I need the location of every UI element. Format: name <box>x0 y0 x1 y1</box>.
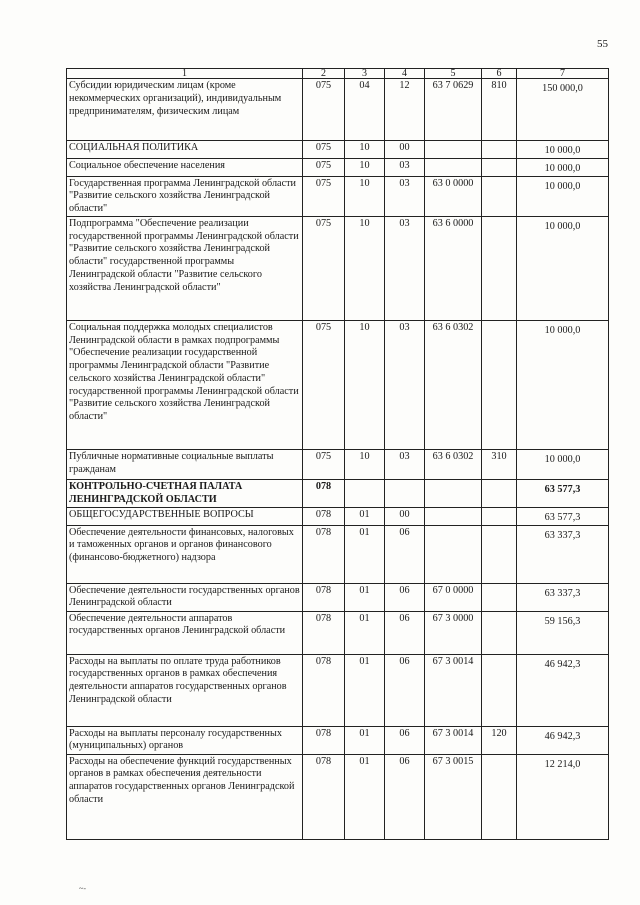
row-amount: 10 000,0 <box>517 176 609 216</box>
row-code-subsection: 00 <box>385 507 425 525</box>
margin-mark: ~- <box>79 884 86 893</box>
table-row <box>67 176 609 216</box>
table-row <box>67 449 609 479</box>
row-name: Субсидии юридическим лицам (кроме некоммерческих организаций), индивидуальным предпринимателям, физическим лицам <box>67 79 303 141</box>
row-code-expense-type <box>482 320 517 449</box>
table-row <box>67 141 609 159</box>
row-code-ministry: 078 <box>303 611 345 654</box>
row-code-section <box>345 479 385 507</box>
column-header: 2 <box>303 69 345 79</box>
row-code-section: 01 <box>345 507 385 525</box>
row-code-ministry: 078 <box>303 726 345 754</box>
row-code-section: 01 <box>345 654 385 726</box>
row-code-ministry: 078 <box>303 479 345 507</box>
row-code-subsection: 06 <box>385 726 425 754</box>
row-code-subsection: 12 <box>385 79 425 141</box>
row-code-expense-type <box>482 479 517 507</box>
row-code-section: 01 <box>345 726 385 754</box>
row-code-subsection: 03 <box>385 176 425 216</box>
table-row <box>67 320 609 449</box>
row-name: Расходы на выплаты персоналу государственных (муниципальных) органов <box>67 726 303 754</box>
row-code-section: 01 <box>345 611 385 654</box>
row-code-subsection: 03 <box>385 158 425 176</box>
row-name: Социальное обеспечение населения <box>67 158 303 176</box>
row-code-target <box>425 507 482 525</box>
row-code-subsection: 06 <box>385 654 425 726</box>
row-code-section: 10 <box>345 320 385 449</box>
row-amount: 63 577,3 <box>517 479 609 507</box>
row-code-target <box>425 141 482 159</box>
row-code-ministry: 075 <box>303 158 345 176</box>
row-name: Обеспечение деятельности аппаратов государственных органов Ленинградской области <box>67 611 303 654</box>
table-row <box>67 79 609 141</box>
row-amount: 63 337,3 <box>517 583 609 611</box>
row-amount: 46 942,3 <box>517 654 609 726</box>
row-code-expense-type: 310 <box>482 449 517 479</box>
row-code-ministry: 078 <box>303 507 345 525</box>
row-amount: 59 156,3 <box>517 611 609 654</box>
budget-table <box>66 68 609 840</box>
row-code-section: 10 <box>345 176 385 216</box>
row-code-subsection: 06 <box>385 754 425 839</box>
row-code-section: 04 <box>345 79 385 141</box>
row-code-ministry: 075 <box>303 449 345 479</box>
row-code-ministry: 075 <box>303 320 345 449</box>
row-code-section: 10 <box>345 141 385 159</box>
row-name: Расходы на выплаты по оплате труда работников государственных органов в рамках обеспечения деятельности аппаратов государственных органов Ленинградской области <box>67 654 303 726</box>
row-code-subsection: 03 <box>385 216 425 320</box>
row-code-subsection <box>385 479 425 507</box>
row-code-section: 10 <box>345 216 385 320</box>
row-code-expense-type: 810 <box>482 79 517 141</box>
row-amount: 12 214,0 <box>517 754 609 839</box>
row-code-expense-type <box>482 654 517 726</box>
row-name: Государственная программа Ленинградской области "Развитие сельского хозяйства Ленинградской области" <box>67 176 303 216</box>
table-row <box>67 583 609 611</box>
row-code-subsection: 00 <box>385 141 425 159</box>
table-header-row <box>67 69 609 79</box>
row-code-ministry: 078 <box>303 525 345 583</box>
row-name: Обеспечение деятельности финансовых, налоговых и таможенных органов и органов финансового (финансово-бюджетного) надзора <box>67 525 303 583</box>
row-code-target: 67 3 0015 <box>425 754 482 839</box>
row-code-target: 67 3 0000 <box>425 611 482 654</box>
row-code-section: 01 <box>345 754 385 839</box>
row-name: Социальная поддержка молодых специалистов Ленинградской области в рамках подпрограммы "Обеспечение реализации государственной программы Ленинградской области "Развитие сельского хозяйства Ленинградской области" государственной программы Ленинградской области "Развитие сельского хозяйства Ленинградской области" <box>67 320 303 449</box>
row-code-section: 01 <box>345 583 385 611</box>
row-code-subsection: 03 <box>385 320 425 449</box>
row-amount: 63 577,3 <box>517 507 609 525</box>
table-row <box>67 479 609 507</box>
row-code-ministry: 078 <box>303 583 345 611</box>
row-code-ministry: 078 <box>303 754 345 839</box>
row-code-ministry: 078 <box>303 654 345 726</box>
row-code-target: 67 3 0014 <box>425 726 482 754</box>
row-code-section: 01 <box>345 525 385 583</box>
row-code-subsection: 06 <box>385 525 425 583</box>
row-code-expense-type <box>482 216 517 320</box>
row-amount: 10 000,0 <box>517 320 609 449</box>
row-amount: 10 000,0 <box>517 158 609 176</box>
row-name: Обеспечение деятельности государственных органов Ленинградской области <box>67 583 303 611</box>
row-name: Расходы на обеспечение функций государственных органов в рамках обеспечения деятельности аппаратов государственных органов Ленинградской области <box>67 754 303 839</box>
row-amount: 10 000,0 <box>517 216 609 320</box>
row-code-target <box>425 479 482 507</box>
row-amount: 150 000,0 <box>517 79 609 141</box>
row-amount: 46 942,3 <box>517 726 609 754</box>
row-name: КОНТРОЛЬНО-СЧЕТНАЯ ПАЛАТА ЛЕНИНГРАДСКОЙ ОБЛАСТИ <box>67 479 303 507</box>
row-code-target: 63 7 0629 <box>425 79 482 141</box>
row-code-ministry: 075 <box>303 176 345 216</box>
table-row <box>67 754 609 839</box>
row-code-expense-type <box>482 754 517 839</box>
table-row <box>67 158 609 176</box>
row-code-target <box>425 158 482 176</box>
page-number: 55 <box>597 38 608 50</box>
row-code-expense-type <box>482 525 517 583</box>
row-code-ministry: 075 <box>303 141 345 159</box>
row-amount: 63 337,3 <box>517 525 609 583</box>
row-code-expense-type <box>482 611 517 654</box>
table-row <box>67 216 609 320</box>
row-code-subsection: 06 <box>385 611 425 654</box>
row-code-target: 67 0 0000 <box>425 583 482 611</box>
row-amount: 10 000,0 <box>517 449 609 479</box>
column-header: 6 <box>482 69 517 79</box>
table-row <box>67 654 609 726</box>
row-code-target: 67 3 0014 <box>425 654 482 726</box>
row-code-subsection: 03 <box>385 449 425 479</box>
row-code-target: 63 6 0000 <box>425 216 482 320</box>
row-code-ministry: 075 <box>303 216 345 320</box>
row-name: СОЦИАЛЬНАЯ ПОЛИТИКА <box>67 141 303 159</box>
row-code-expense-type <box>482 158 517 176</box>
row-name: Подпрограмма "Обеспечение реализации государственной программы Ленинградской области "Развитие сельского хозяйства Ленинградской области" государственной программы Ленинградской области "Развитие сельского хозяйства Ленинградской области" <box>67 216 303 320</box>
row-code-expense-type: 120 <box>482 726 517 754</box>
table-row <box>67 525 609 583</box>
row-code-expense-type <box>482 583 517 611</box>
column-header: 4 <box>385 69 425 79</box>
row-code-target <box>425 525 482 583</box>
row-code-section: 10 <box>345 449 385 479</box>
column-header: 3 <box>345 69 385 79</box>
column-header: 5 <box>425 69 482 79</box>
table-row <box>67 611 609 654</box>
row-code-target: 63 6 0302 <box>425 449 482 479</box>
row-code-expense-type <box>482 141 517 159</box>
table-row <box>67 726 609 754</box>
row-code-target: 63 0 0000 <box>425 176 482 216</box>
row-code-section: 10 <box>345 158 385 176</box>
table-row <box>67 507 609 525</box>
row-code-ministry: 075 <box>303 79 345 141</box>
row-code-target: 63 6 0302 <box>425 320 482 449</box>
row-name: ОБЩЕГОСУДАРСТВЕННЫЕ ВОПРОСЫ <box>67 507 303 525</box>
row-amount: 10 000,0 <box>517 141 609 159</box>
row-code-subsection: 06 <box>385 583 425 611</box>
column-header: 7 <box>517 69 609 79</box>
column-header: 1 <box>67 69 303 79</box>
row-name: Публичные нормативные социальные выплаты гражданам <box>67 449 303 479</box>
row-code-expense-type <box>482 507 517 525</box>
row-code-expense-type <box>482 176 517 216</box>
